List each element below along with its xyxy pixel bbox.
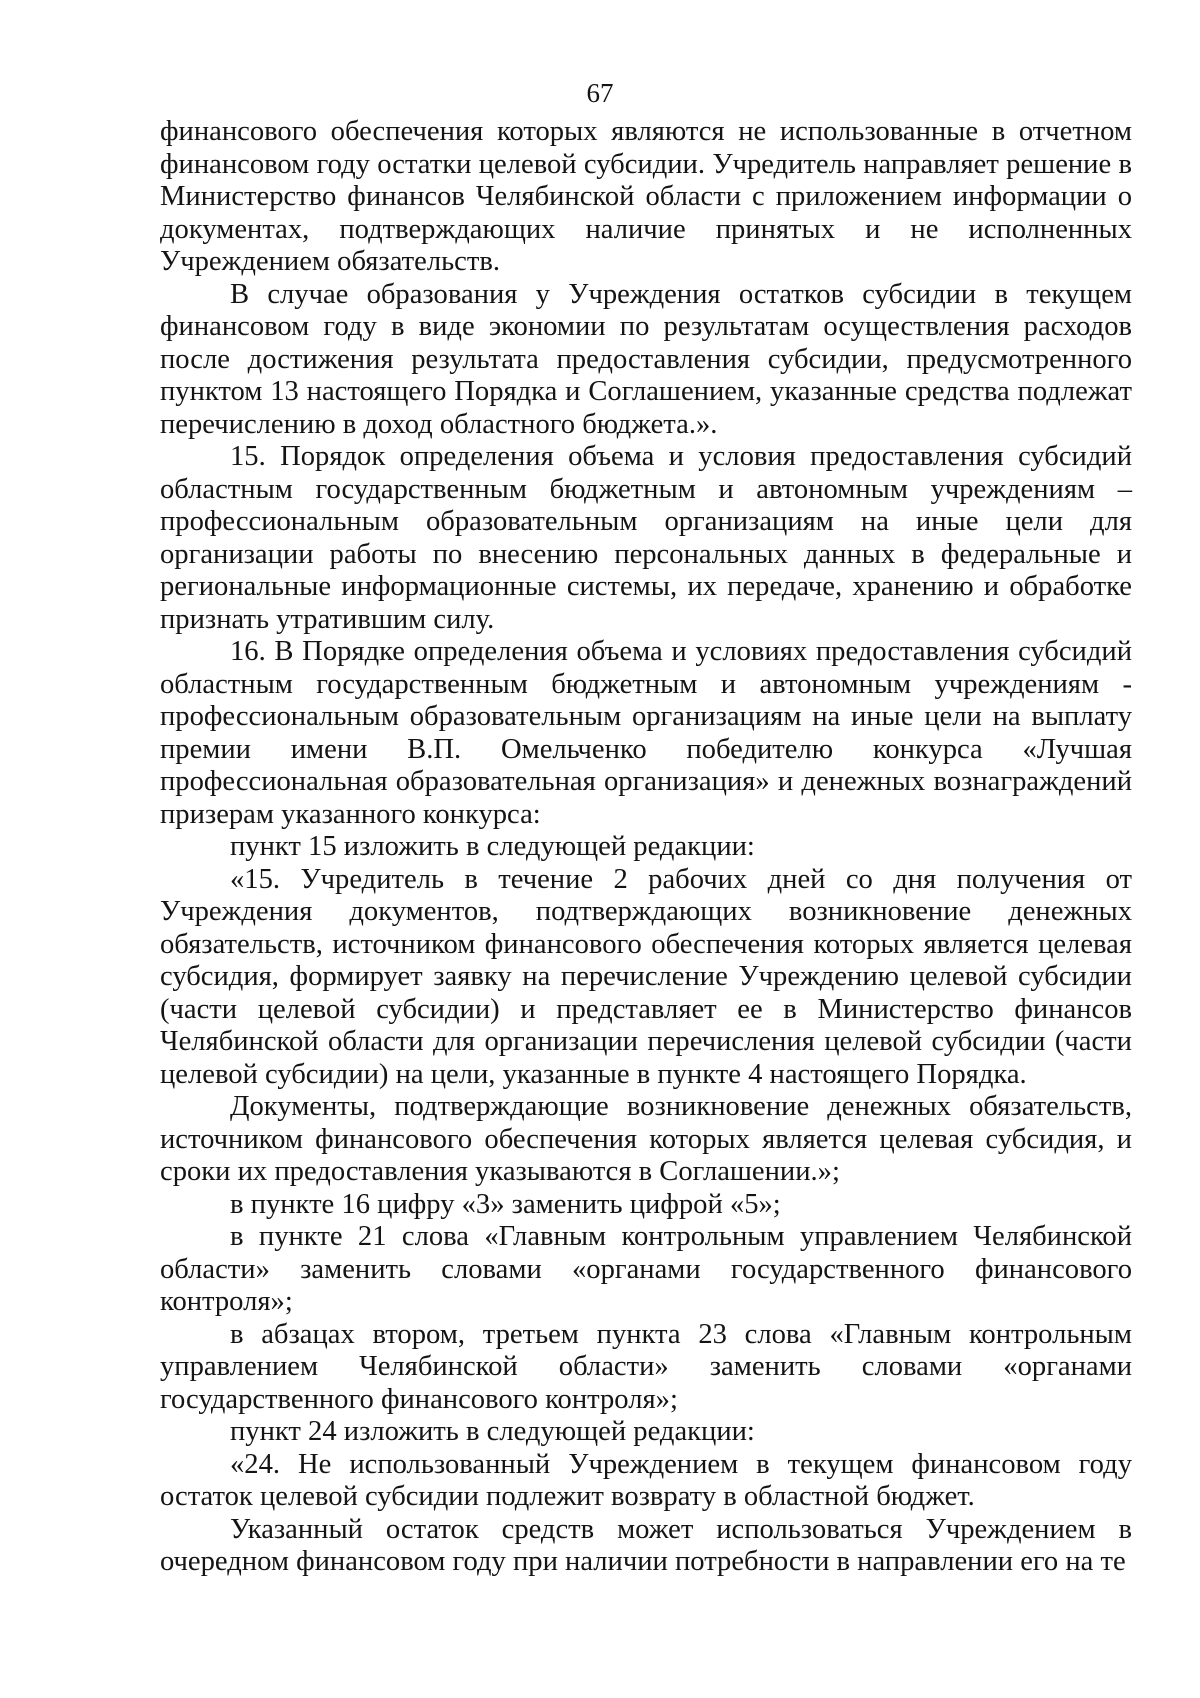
paragraph-amend-point-23: в абзацах втором, третьем пункта 23 слова «Главным контрольным управлением Челябинской области» заменить словами «органами государственного финансового контроля»; <box>160 1318 1132 1415</box>
paragraph-continuation: финансового обеспечения которых являются не использованные в отчетном финансовом году остатки целевой субсидии. Учредитель направляет решение в Министерство финансов Челябинской области с приложением информации о документах, подтверждающих наличие принятых и не исполненных Учреждением обязательств. <box>160 116 1132 277</box>
paragraph-item-15: 15. Порядок определения объема и условия предоставления субсидий областным государственным бюджетным и автономным учреждениям – профессиональным образовательным организациям на иные цели для организации работы по внесению персональных данных в федеральные и региональные информационные системы, их передаче, хранению и обработке признать утратившим силу. <box>160 441 1132 635</box>
paragraph-new-point-15: «15. Учредитель в течение 2 рабочих дней со дня получения от Учреждения документов, подтверждающих возникновение денежных обязательств, источником финансового обеспечения которых является целевая субсидия, формирует заявку на перечисление Учреждению целевой субсидии (части целевой субсидии) и представляет ее в Министерство финансов Челябинской области для организации перечисления целевой субсидии (части целевой субсидии) на цели, указанные в пункте 4 настоящего Порядка. <box>160 863 1132 1090</box>
paragraph-new-point-24: «24. Не использованный Учреждением в текущем финансовом году остаток целевой субсидии подлежит возврату в областной бюджет. <box>160 1448 1132 1512</box>
paragraph-amend-point-24: пункт 24 изложить в следующей редакции: <box>230 1416 755 1447</box>
page-number: 67 <box>586 78 614 108</box>
paragraph-amend-point-21: в пункте 21 слова «Главным контрольным управлением Челябинской области» заменить словами «органами государственного финансового контроля»; <box>160 1221 1132 1317</box>
paragraph-subsidy-remainder: В случае образования у Учреждения остатков субсидии в текущем финансовом году в виде экономии по результатам осуществления расходов после достижения результата предоставления субсидии, предусмотренного пунктом 13 настоящего Порядка и Соглашением, указанные средства подлежат перечислению в доход областного бюджета.». <box>160 278 1132 440</box>
paragraph-documents: Документы, подтверждающие возникновение денежных обязательств, источником финансового обеспечения которых является целевая субсидия, и сроки их предоставления указываются в Соглашении.»; <box>160 1091 1132 1187</box>
paragraph-item-16: 16. В Порядке определения объема и условиях предоставления субсидий областным государственным бюджетным и автономным учреждениям - профессиональным образовательным организациям на иные цели на выплату премии имени В.П. Омельченко победителю конкурса «Лучшая профессиональная образовательная организация» и денежных вознаграждений призерам указанного конкурса: <box>160 636 1132 830</box>
paragraph-amend-point-16: в пункте 16 цифру «3» заменить цифрой «5»; <box>230 1188 781 1220</box>
paragraph-remainder-usage: Указанный остаток средств может использоваться Учреждением в очередном финансовом году при наличии потребности в направлении его на те <box>160 1513 1132 1577</box>
document-body <box>160 116 1132 1579</box>
paragraph-amend-point-15: пункт 15 изложить в следующей редакции: <box>230 831 755 862</box>
